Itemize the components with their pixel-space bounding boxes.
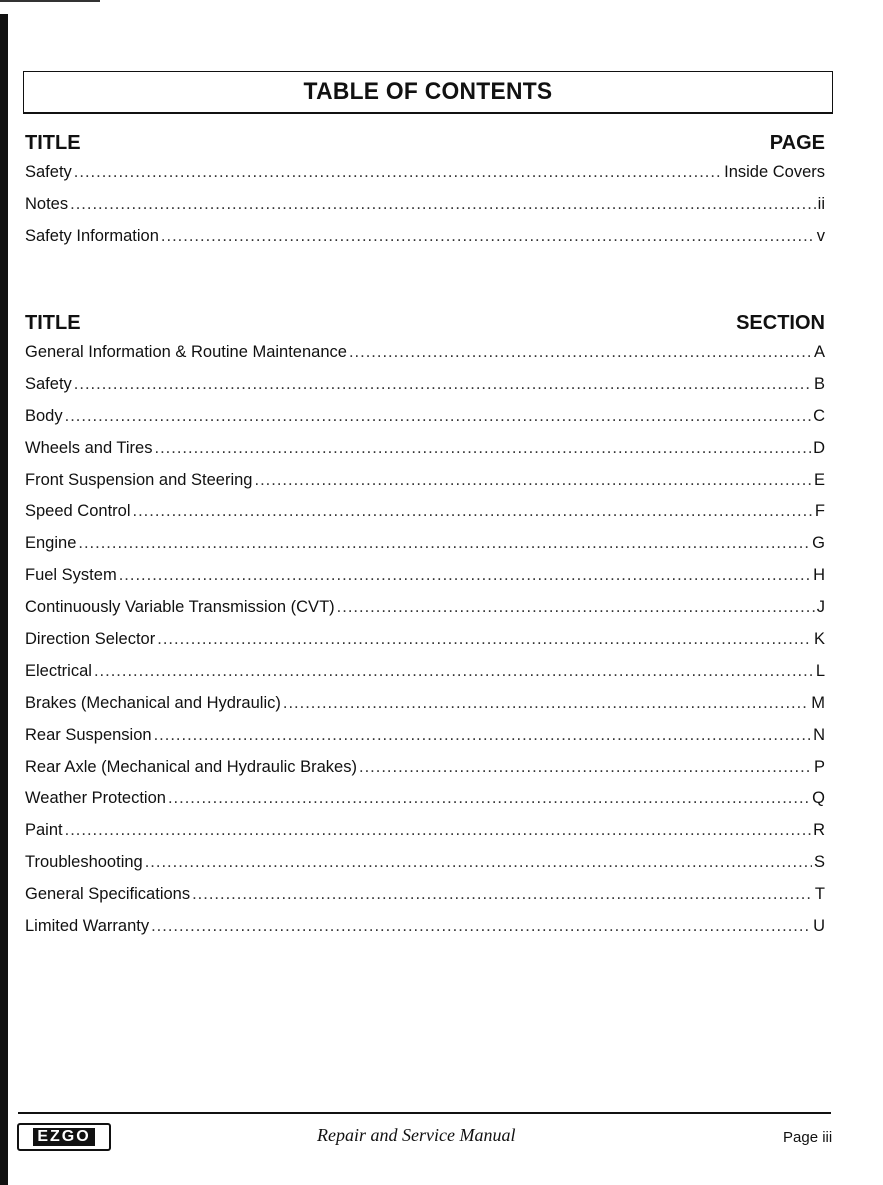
toc-entry[interactable] [25,758,825,790]
toc-entry-title: Engine [25,534,77,553]
toc-entry[interactable] [25,407,825,439]
dot-leader [145,853,812,872]
toc-entry[interactable] [25,789,825,821]
toc-entry[interactable] [25,630,825,662]
toc-entry-title: Continuously Variable Transmission (CVT) [25,598,335,617]
toc-entry-page: U [813,917,825,936]
toc-entry-page: C [813,406,825,425]
toc-entry-page: v [816,226,825,245]
toc-entry[interactable] [25,821,825,853]
toc-entry[interactable] [25,662,825,694]
toc-entry-title: Body [25,406,63,425]
front-matter-header [25,132,825,155]
toc-entry-title: Fuel System [25,566,117,585]
toc-entry-page: S [813,853,825,872]
toc-entry[interactable] [25,502,825,534]
page-number: Page iii [783,1129,833,1146]
ezgo-logo [17,1123,111,1151]
toc-entry-title: General Specifications [25,885,191,904]
column-section: SECTION [736,312,825,334]
toc-entry-page: L [815,661,825,680]
toc-entry[interactable] [25,195,825,227]
toc-entry[interactable] [25,566,825,598]
toc-entry-page: A [813,343,825,361]
toc-entry-title: Troubleshooting [25,853,143,872]
toc-entry[interactable] [25,534,825,566]
sections-header [25,312,825,335]
toc-entry-title: Speed Control [25,502,131,521]
front-matter-list [25,163,825,259]
dot-leader [283,694,809,713]
toc-entry[interactable] [25,885,825,917]
toc-entry[interactable] [25,227,825,259]
dot-leader [119,566,811,585]
toc-entry-page: H [813,566,825,585]
footer-divider [18,1112,831,1114]
manual-title: Repair and Service Manual [317,1125,516,1145]
toc-entry-title: Rear Suspension [25,725,152,744]
toc-entry-page: E [813,470,825,489]
toc-entry-page: F [814,502,825,521]
sections-list [25,343,825,949]
dot-leader [70,195,816,214]
dot-leader [192,885,813,904]
dot-leader [154,726,812,745]
column-title: TITLE [25,312,81,334]
toc-entry-page: G [812,534,825,553]
toc-entry[interactable] [25,726,825,758]
dot-leader [151,917,811,936]
toc-entry-page: B [813,374,825,393]
toc-entry[interactable] [25,343,825,375]
dot-leader [133,502,813,521]
scan-edge-line [0,0,100,2]
toc-entry-title: Safety [25,163,72,181]
toc-entry-page: J [816,598,825,617]
dot-leader [78,534,810,553]
toc-entry[interactable] [25,598,825,630]
toc-entry-page: Inside Covers [724,163,825,181]
toc-entry-title: Limited Warranty [25,917,150,936]
dot-leader [161,227,815,246]
page-title: TABLE OF CONTENTS [303,78,553,105]
toc-entry[interactable] [25,471,825,503]
toc-entry-title: Weather Protection [25,789,166,808]
toc-entry[interactable] [25,917,825,949]
toc-entry-title: Paint [25,821,63,840]
toc-entry-page: P [813,757,825,776]
toc-entry[interactable] [25,375,825,407]
toc-entry-title: Electrical [25,661,92,680]
toc-entry[interactable] [25,439,825,471]
toc-entry-title: Notes [25,194,69,213]
toc-entry-page: T [814,885,825,904]
dot-leader [349,343,812,362]
toc-entry-page: R [813,821,825,840]
toc-entry-page: Q [812,789,825,808]
dot-leader [65,821,811,840]
dot-leader [359,758,812,777]
dot-leader [65,407,811,426]
toc-entry-title: General Information & Routine Maintenance [25,343,347,361]
dot-leader [154,439,811,458]
toc-entry[interactable] [25,163,825,195]
toc-entry-title: Wheels and Tires [25,438,153,457]
dot-leader [74,163,722,182]
dot-leader [94,662,814,681]
toc-entry-title: Rear Axle (Mechanical and Hydraulic Brakes) [25,757,357,776]
scan-binding-edge [0,14,8,1185]
column-title: TITLE [25,132,81,154]
toc-entry[interactable] [25,694,825,726]
toc-entry-page: ii [817,194,825,213]
toc-entry[interactable] [25,853,825,885]
toc-entry-page: M [811,693,825,712]
dot-leader [254,471,812,490]
toc-entry-page: D [813,438,825,457]
dot-leader [168,789,810,808]
column-page: PAGE [769,132,825,154]
toc-entry-title: Brakes (Mechanical and Hydraulic) [25,693,281,712]
toc-entry-title: Safety [25,374,72,393]
toc-entry-title: Safety Information [25,226,159,245]
toc-entry-title: Direction Selector [25,630,156,649]
dot-leader [74,375,812,394]
dot-leader [157,630,812,649]
toc-entry-page: K [813,630,825,649]
toc-entry-page: N [813,725,825,744]
dot-leader [337,598,815,617]
logo-text: EZGO [33,1128,94,1146]
toc-entry-title: Front Suspension and Steering [25,470,253,489]
title-banner [23,71,833,114]
